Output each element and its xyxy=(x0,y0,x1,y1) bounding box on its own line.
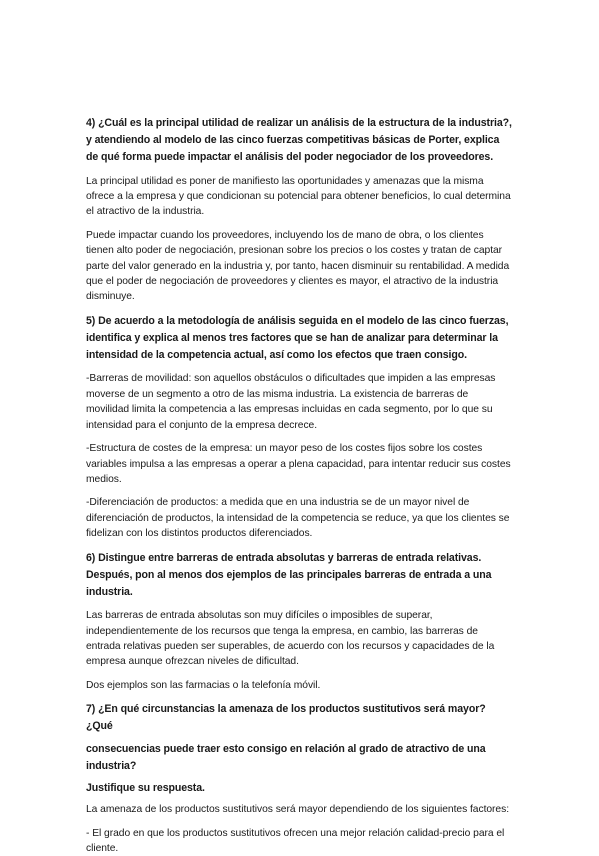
question-6: 6) Distingue entre barreras de entrada absolutas y barreras de entrada relativas. Después, pon al menos dos ejemplos de las principales barreras de entrada a una industria. xyxy=(86,551,492,598)
answer-5-paragraph-2: -Estructura de costes de la empresa: un mayor peso de los costes fijos sobre los costes variables impulsa a las empresas a operar a plena capacidad, para intentar reducir sus costes medios. xyxy=(86,443,511,485)
answer-4-paragraph-2: Puede impactar cuando los proveedores, incluyendo los de mano de obra, o los clientes tienen alto poder de negociación, presionan sobre los precios o los costes y tratan de captar parte del valor generado en la industria y, por tanto, hacen disminuir su rentabilidad. A medida que el poder de negociación de proveedores y clientes es mayor, el atractivo de la industria disminuye. xyxy=(86,229,510,303)
question-7-line-1: 7) ¿En qué circunstancias la amenaza de los productos sustitutivos será mayor? ¿Qué xyxy=(86,703,486,733)
answer-6-paragraph-1: Las barreras de entrada absolutas son muy difíciles o imposibles de superar, independientemente de los recursos que tenga la empresa, en cambio, las barreras de entrada relativas pueden ser superables, de acuerdo con los recursos y capacidades de la empresa aunque ofrezcan niveles de dificultad. xyxy=(86,610,495,668)
question-7-line-3: Justifique su respuesta. xyxy=(86,781,205,794)
answer-6-paragraph-2: Dos ejemplos son las farmacias o la telefonía móvil. xyxy=(86,679,321,691)
answer-5-paragraph-1: -Barreras de movilidad: son aquellos obstáculos o dificultades que impiden a las empresas moverse de un segmento a otro de las misma industria. La existencia de barreras de movilidad limita la competencia a las empresas incluidas en cada segmento, por lo que su intensidad para el conjunto de la empresa decrece. xyxy=(86,373,496,431)
question-5: 5) De acuerdo a la metodología de análisis seguida en el modelo de las cinco fuerzas, identifica y explica al menos tres factores que se han de analizar para determinar la intensidad de la competencia actual, así como los efectos que traen consigo. xyxy=(86,314,509,362)
question-4: 4) ¿Cuál es la principal utilidad de realizar un análisis de la estructura de la industria?, y atendiendo al modelo de las cinco fuerzas competitivas básicas de Porter, explica de qué forma puede impactar el análisis del poder negociador de los proveedores. xyxy=(86,117,512,164)
answer-7-paragraph-2: - El grado en que los productos sustitutivos ofrecen una mejor relación calidad-precio para el cliente. xyxy=(86,827,505,854)
answer-4-paragraph-1: La principal utilidad es poner de manifiesto las oportunidades y amenazas que la misma ofrece a la empresa y que condicionan su potencial para obtener beneficios, lo cual determina el atractivo de la industria. xyxy=(86,175,511,218)
answer-5-paragraph-3: -Diferenciación de productos: a medida que en una industria se de un mayor nivel de diferenciación de productos, la intensidad de la competencia se reduce, ya que los clientes se fidelizan con los distintos productos diferenciados. xyxy=(86,497,510,540)
answer-7-paragraph-1: La amenaza de los productos sustitutivos será mayor dependiendo de los siguientes factores: xyxy=(86,804,510,816)
question-7-line-2: consecuencias puede traer esto consigo en relación al grado de atractivo de una industria? xyxy=(86,742,486,772)
